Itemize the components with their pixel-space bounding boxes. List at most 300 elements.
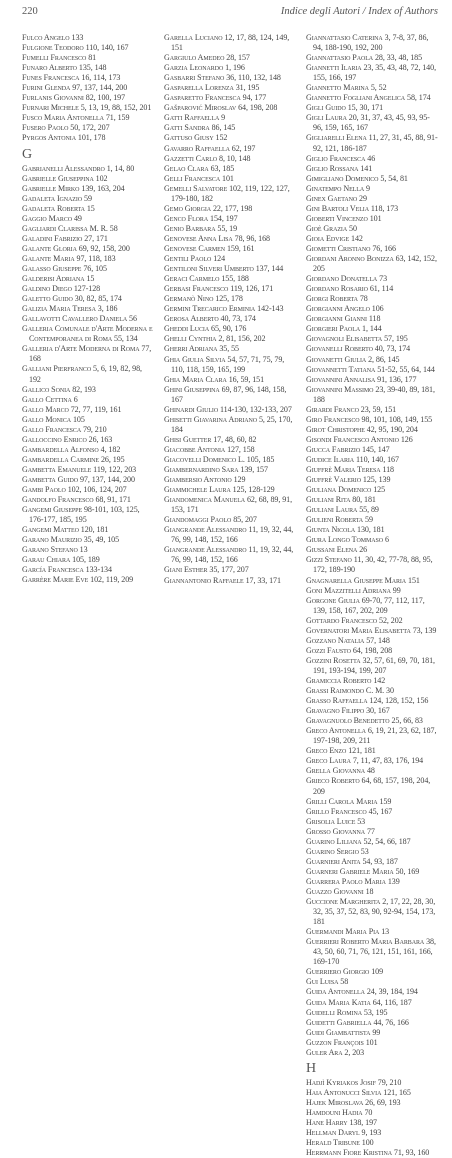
- index-entry: [306, 455, 438, 465]
- index-entry: [306, 766, 438, 776]
- index-entry: [164, 214, 296, 224]
- index-entry: [22, 53, 154, 63]
- page-refs: 57, 148: [366, 635, 390, 645]
- page-refs: 109: [371, 967, 384, 977]
- page-refs: 44, 76, 166: [373, 1017, 409, 1027]
- page-refs: 52, 54, 66, 187: [363, 836, 411, 846]
- index-entry: [164, 304, 296, 314]
- page-refs: 27, 171: [84, 233, 108, 243]
- author-name: Herrmann Fiore Kristina: [306, 1148, 392, 1158]
- author-name: Gambetta Guido: [22, 474, 79, 484]
- index-entry: [306, 244, 438, 254]
- page-refs: 78, 96, 168: [234, 233, 270, 243]
- page-refs: 16, 59, 151: [228, 374, 265, 384]
- index-entry: [164, 515, 296, 525]
- page-refs: 129: [233, 475, 246, 485]
- page-refs: 124, 128, 152, 156: [369, 696, 429, 706]
- index-entry: [306, 63, 438, 83]
- author-name: Gambardella Alfonso: [22, 444, 99, 454]
- page-refs: 97, 118, 183: [76, 253, 116, 263]
- index-entry: [306, 656, 438, 676]
- index-entry: [164, 174, 296, 184]
- index-entry: [22, 545, 154, 555]
- page-refs: 59: [365, 515, 373, 525]
- page-refs: 5, 52: [370, 83, 387, 93]
- index-entry: [306, 344, 438, 354]
- author-name: Galleria Comunale d'Arte Moderna e Contemporanea di Roma: [22, 324, 153, 344]
- page-refs: 58, 174: [407, 93, 431, 103]
- page-refs: 31, 195: [235, 83, 260, 93]
- author-name: Gatti Sandra: [164, 123, 210, 133]
- index-entry: [306, 1048, 438, 1058]
- author-name: Gioè Grazia: [306, 223, 348, 233]
- page-refs: 82, 100, 197: [85, 93, 126, 103]
- author-name: Germanò Nino: [164, 294, 214, 304]
- page-refs: 139, 163, 204: [81, 183, 125, 193]
- index-entry: [306, 294, 438, 304]
- page-refs: 3, 186: [97, 304, 118, 314]
- page-refs: 69, 87, 96, 148, 158, 167: [171, 384, 287, 404]
- index-entry: [306, 596, 438, 616]
- author-name: Giordano Donatella: [306, 274, 378, 284]
- index-entry: [22, 294, 154, 304]
- index-entry: [22, 525, 154, 535]
- index-entry: [22, 485, 154, 495]
- page-refs: 99: [372, 1027, 381, 1037]
- author-name: Giulieni Roberta: [306, 515, 364, 525]
- index-entry: [22, 455, 154, 465]
- page-refs: 81: [88, 53, 97, 63]
- index-entry: [306, 1018, 438, 1028]
- page-refs: 29: [359, 193, 367, 203]
- author-name: Grassi Raimondo C. M.: [306, 686, 385, 696]
- index-entry: [306, 897, 438, 927]
- index-entry: [22, 385, 154, 395]
- index-entry: [306, 837, 438, 847]
- index-entry: [164, 154, 296, 164]
- index-entry: [306, 214, 438, 224]
- page-refs: 141: [360, 163, 373, 173]
- author-name: Gargiulo Amedeo: [164, 53, 225, 63]
- author-name: Gattuso Giusy: [164, 133, 214, 143]
- author-name: Garano Stefano: [22, 545, 78, 555]
- index-entry: [306, 1098, 438, 1108]
- author-name: Gui Luisa: [306, 977, 339, 987]
- author-name: Gozzini Rosetta: [306, 655, 361, 665]
- index-entry: [306, 425, 438, 435]
- author-name: Giglio Rossana: [306, 163, 359, 173]
- index-entry: [22, 224, 154, 234]
- index-entry: [22, 234, 154, 244]
- author-name: Greco Enzo: [306, 746, 347, 756]
- author-name: Giannattasio Paola: [306, 53, 374, 63]
- author-name: Furlanis Giovanni: [22, 93, 84, 103]
- author-name: Grilli Carola Maria: [306, 796, 378, 806]
- page-refs: 159, 161: [226, 243, 255, 253]
- index-entry: [306, 576, 438, 586]
- author-name: Gozzi Fausto: [306, 645, 351, 655]
- author-name: Giovanetti Giulia: [306, 354, 367, 364]
- page-refs: 62, 197: [231, 143, 256, 153]
- page-refs: 30, 82, 85, 174: [74, 294, 122, 304]
- index-entry: [306, 847, 438, 857]
- page-refs: 5, 54, 81: [380, 173, 408, 183]
- index-entry: [306, 586, 438, 596]
- index-entry: [306, 83, 438, 93]
- page-refs: 55, 19: [217, 223, 238, 233]
- page-refs: 151: [408, 575, 420, 585]
- index-column-2: [164, 33, 296, 586]
- author-name: Furnari Michele: [22, 103, 79, 113]
- page-refs: 98, 101, 108, 149, 155: [361, 414, 433, 424]
- author-name: Gerosa Alberto: [164, 314, 219, 324]
- index-entry: [22, 324, 154, 344]
- author-name: Hajek Miroslava: [306, 1097, 364, 1107]
- author-name: Giordani Aronno Bonizza: [306, 254, 394, 264]
- author-name: Gizzi Stefano: [306, 555, 352, 565]
- page-refs: 79, 210: [83, 424, 107, 434]
- page-refs: 70: [364, 1107, 373, 1117]
- page-refs: 99: [392, 585, 401, 595]
- author-name: Gasparetto Francesca: [164, 93, 241, 103]
- page-refs: 124: [213, 254, 226, 264]
- page-refs: 137, 144: [255, 264, 284, 274]
- author-name: Giuliana Domenico: [306, 485, 372, 495]
- author-name: Gadaleta Ignazio: [22, 193, 83, 203]
- index-entry: [306, 234, 438, 244]
- page-refs: 50, 172, 207: [70, 123, 110, 133]
- author-name: Giannantonio Raffaele: [164, 575, 244, 585]
- page-refs: 86, 145: [211, 123, 236, 133]
- author-name: Gambardella Carmine: [22, 454, 100, 464]
- author-name: Giglio Francesca: [306, 153, 366, 163]
- page-refs: 58: [340, 977, 349, 987]
- index-entry: [22, 465, 154, 475]
- index-entry: [306, 998, 438, 1008]
- index-entry: [164, 144, 296, 154]
- index-entry: [306, 977, 438, 987]
- author-name: Guarneri Gabriele Maria: [306, 866, 394, 876]
- index-entry: [306, 154, 438, 164]
- page-refs: 102: [95, 173, 108, 183]
- page-refs: 54, 93, 187: [362, 856, 398, 866]
- page-refs: 24, 39, 184, 194: [366, 987, 418, 997]
- index-entry: [22, 83, 154, 93]
- index-entry: [306, 1138, 438, 1148]
- author-name: Gadaleta Roberta: [22, 203, 85, 213]
- index-entry: [306, 314, 438, 324]
- index-entry: [22, 164, 154, 174]
- page-refs: 64, 68, 157, 198, 204, 209: [313, 776, 431, 796]
- author-name: Greco Antonella: [306, 726, 366, 736]
- page-refs: 1, 144: [362, 324, 382, 334]
- author-name: Giorgi Roberta: [306, 294, 358, 304]
- index-entry: [164, 53, 296, 63]
- index-entry: [164, 234, 296, 244]
- author-name: Garrère Marie Eve: [22, 575, 89, 585]
- page-refs: 159: [379, 796, 392, 806]
- index-entry: [306, 164, 438, 174]
- page-refs: 42, 95, 190, 204: [366, 424, 418, 434]
- page-refs: 152: [215, 133, 228, 143]
- page-refs: 12, 17, 88, 124, 149, 151: [171, 33, 290, 53]
- index-entry: [306, 1148, 438, 1158]
- author-name: Giannetto Fogliani Angelica: [306, 93, 406, 103]
- page-refs: 4, 182: [100, 444, 121, 454]
- author-name: Giunta Nicola: [306, 525, 356, 535]
- author-name: Galliani Pierfranco: [22, 364, 92, 374]
- page-refs: 28, 33, 48, 185: [374, 53, 423, 63]
- author-name: Giacovelli Domenico L.: [164, 454, 245, 464]
- index-entry: [306, 365, 438, 375]
- page-refs: 40, 73, 174: [220, 314, 256, 324]
- author-name: Giucca Fabrizio: [306, 444, 361, 454]
- page-refs: 125: [373, 485, 386, 495]
- index-entry: [306, 1028, 438, 1038]
- author-name: Giovannini Massimo: [306, 384, 374, 394]
- index-entry: [22, 505, 154, 525]
- index-entry: [306, 545, 438, 555]
- author-name: Guler Ara: [306, 1047, 343, 1057]
- page-refs: 73, 139: [412, 625, 437, 635]
- page-refs: 36, 110, 132, 148: [226, 73, 281, 83]
- author-name: Gagliardi Clarissa M. R.: [22, 223, 108, 233]
- index-entry: [306, 1038, 438, 1048]
- author-name: Giordano Rosario: [306, 284, 368, 294]
- page-refs: 30: [386, 686, 394, 696]
- index-entry: [22, 214, 154, 224]
- index-entry: [306, 987, 438, 997]
- author-name: Giro Francesco: [306, 414, 360, 424]
- page-refs: 77, 168: [29, 344, 152, 364]
- page-refs: 26, 195: [100, 454, 125, 464]
- index-entry: [306, 626, 438, 636]
- author-name: Giorgianni Angelo: [306, 304, 370, 314]
- page-refs: 80, 181: [352, 495, 376, 505]
- author-name: Fulco Angelo: [22, 33, 70, 42]
- index-entry: [306, 716, 438, 726]
- index-entry: [306, 375, 438, 385]
- index-entry: [306, 797, 438, 807]
- page-refs: 11, 27, 31, 45, 88, 91-92, 121, 186-187: [313, 133, 438, 153]
- index-entry: [22, 264, 154, 274]
- page-refs: 79, 210: [377, 1077, 402, 1087]
- page-refs: 46: [367, 153, 376, 163]
- index-entry: [22, 174, 154, 184]
- author-name: Galleria d'Arte Moderna di Roma: [22, 344, 140, 354]
- author-name: Furini Glenda: [22, 83, 71, 93]
- page-refs: 76, 166: [372, 243, 396, 253]
- page-refs: 78: [359, 294, 368, 304]
- author-name: Ghisetti Giavarina Adriano: [164, 414, 258, 424]
- page-refs: 17, 48, 60, 82: [213, 434, 257, 444]
- author-name: Galante Gloria: [22, 243, 77, 253]
- index-entry: [306, 827, 438, 837]
- page-refs: 1, 196: [225, 63, 245, 73]
- author-name: Giambernardino Sara: [164, 465, 239, 475]
- page-refs: 101, 178: [77, 133, 106, 143]
- author-name: Giovannini Annalisa: [306, 374, 376, 384]
- author-name: Haia Antonucci Silvia: [306, 1087, 382, 1097]
- page-refs: 5, 25, 170, 184: [171, 414, 293, 434]
- index-entry: [306, 445, 438, 455]
- page-refs: 105, 189: [72, 555, 100, 565]
- index-entry: [164, 576, 296, 586]
- index-entry: [164, 83, 296, 93]
- index-entry: [306, 696, 438, 706]
- author-name: Gorgone Giulia: [306, 595, 360, 605]
- page-refs: 120, 181: [80, 525, 109, 535]
- page-refs: 11, 19, 32, 44, 76, 99, 148, 152, 166: [171, 525, 294, 545]
- index-entry: [22, 344, 154, 364]
- author-name: Fusco Maria Antonella: [22, 113, 104, 123]
- index-entry: [306, 1128, 438, 1138]
- author-name: Gentiloni Silveri Umberto: [164, 264, 254, 274]
- author-name: Giovannetti Tatiana: [306, 364, 376, 374]
- page-refs: 20, 31, 37, 43, 45, 93, 95-96, 159, 165, 167: [313, 113, 430, 133]
- author-name: Ghia Giulia Silvia: [164, 354, 226, 364]
- page-refs: 16, 114, 173: [81, 73, 121, 83]
- author-name: Gabrielle Giuseppina: [22, 173, 94, 183]
- index-entry: [306, 113, 438, 133]
- author-name: Gemo Giorgia: [164, 203, 212, 213]
- page-refs: 35, 177, 207: [209, 565, 249, 575]
- index-entry: [22, 565, 154, 575]
- author-name: Gallo Cettina: [22, 394, 72, 404]
- index-entry: [164, 244, 296, 254]
- author-name: Gallavotti Cavallero Daniela: [22, 314, 128, 324]
- author-name: Guida Antonella: [306, 987, 365, 997]
- page-refs: 110, 140, 167: [355, 454, 399, 464]
- page-refs: 61, 114: [369, 284, 394, 294]
- page-refs: 5, 6, 19, 82, 98, 192: [29, 364, 142, 384]
- page-refs: 102, 106, 124, 207: [67, 485, 127, 495]
- author-name: Guarino Liliana: [306, 836, 362, 846]
- index-entry: [164, 63, 296, 73]
- author-name: Giorgieri Paola: [306, 324, 361, 334]
- page-refs: 63, 185: [210, 163, 235, 173]
- author-name: Giussani Elena: [306, 545, 358, 555]
- index-column-3: [306, 33, 438, 1158]
- page-refs: 2, 86, 145: [368, 354, 400, 364]
- index-entry: [306, 475, 438, 485]
- author-name: Giannetti Ilaria: [306, 63, 362, 73]
- author-name: Gallo Marco: [22, 404, 69, 414]
- index-entry: [306, 485, 438, 495]
- index-entry: [164, 435, 296, 445]
- page-refs: 133: [71, 33, 84, 42]
- index-entry: [306, 817, 438, 827]
- index-entry: [306, 515, 438, 525]
- author-name: Hamdouni Hadia: [306, 1107, 363, 1117]
- index-entry: [306, 385, 438, 405]
- index-entry: [306, 304, 438, 314]
- author-name: Gisondi Francesco Antonio: [306, 434, 399, 444]
- index-entry: [306, 525, 438, 535]
- page-refs: 57, 195: [384, 334, 408, 344]
- author-name: Giangrande Alessandro: [164, 525, 247, 535]
- page-refs: 3, 7-8, 37, 86, 94, 188-190, 192, 200: [313, 33, 429, 53]
- author-name: Guarrera Paolo Maria: [306, 876, 386, 886]
- index-entry: [164, 254, 296, 264]
- index-entry: [306, 646, 438, 656]
- author-name: Gravagno Filippo: [306, 706, 365, 716]
- index-entry: [306, 505, 438, 515]
- index-entry: [164, 284, 296, 294]
- index-entry: [164, 264, 296, 274]
- author-name: Goni Mazzitelli Adriana: [306, 585, 391, 595]
- index-entry: [306, 1088, 438, 1098]
- index-entry: [306, 33, 438, 53]
- page-refs: 22, 177, 198: [212, 203, 253, 213]
- author-name: Funes Francesca: [22, 73, 80, 83]
- index-entry: [164, 204, 296, 214]
- index-entry: [22, 123, 154, 133]
- page-refs: 50: [349, 223, 357, 233]
- page-refs: 17, 33, 171: [245, 575, 281, 585]
- index-entry: [22, 535, 154, 545]
- page-refs: 154, 197: [210, 213, 238, 223]
- index-entry: [306, 887, 438, 897]
- author-name: Galizia Maria Teresa: [22, 304, 96, 314]
- page-refs: 119, 126, 171: [230, 284, 274, 294]
- page-refs: 5, 13, 19, 88, 152, 201: [80, 103, 152, 113]
- author-name: Giani Esther: [164, 565, 208, 575]
- author-name: Guerriero Giorgio: [306, 967, 370, 977]
- page-refs: 28, 157: [226, 53, 250, 63]
- author-name: Giuffrè Valerio: [306, 475, 361, 485]
- index-entry: [164, 495, 296, 515]
- index-entry: [164, 355, 296, 375]
- page-refs: 119, 122, 203: [93, 464, 137, 474]
- page-refs: 139, 157: [240, 465, 268, 475]
- page-refs: 23, 35, 43, 48, 72, 140, 155, 166, 197: [313, 63, 436, 83]
- page-refs: 68, 91, 171: [95, 495, 131, 505]
- author-name: Galderisi Adriana: [22, 274, 85, 284]
- author-name: Gabrielle Mirko: [22, 183, 80, 193]
- author-name: Giangrande Alessandro: [164, 545, 247, 555]
- index-entry: [164, 133, 296, 143]
- page-refs: 64, 116, 187: [372, 997, 412, 1007]
- author-name: Girot Christophe: [306, 424, 365, 434]
- author-name: Gambetta Emanuele: [22, 464, 92, 474]
- author-name: Gaggio Marco: [22, 213, 73, 223]
- index-entry: [306, 274, 438, 284]
- index-entry: [306, 807, 438, 817]
- index-entry: [306, 204, 438, 214]
- author-name: Ghinardi Giulio: [164, 404, 219, 414]
- page-refs: 2, 81, 156, 202: [218, 334, 266, 344]
- index-entry: [22, 43, 154, 53]
- index-entry: [306, 877, 438, 887]
- index-entry: [164, 274, 296, 284]
- page-refs: 23, 39-40, 89, 181, 188: [313, 384, 435, 404]
- author-name: Gambi Paolo: [22, 485, 66, 495]
- page-refs: 40, 73, 174: [374, 344, 411, 354]
- index-entry: [306, 435, 438, 445]
- page-number: 220: [22, 6, 38, 17]
- index-entry: [22, 555, 154, 565]
- index-entry: [306, 927, 438, 937]
- author-name: Garzia Leonardo: [164, 63, 224, 73]
- author-name: Gallo Francesca: [22, 424, 82, 434]
- page-refs: 97, 137, 144, 200: [72, 83, 128, 93]
- page-refs: 85, 207: [233, 515, 257, 525]
- author-name: Galdino Diego: [22, 284, 72, 294]
- author-name: Gentili Paolo: [164, 254, 212, 264]
- running-title: Indice degli Autori / Index of Authors: [280, 6, 438, 17]
- index-entry: [306, 254, 438, 274]
